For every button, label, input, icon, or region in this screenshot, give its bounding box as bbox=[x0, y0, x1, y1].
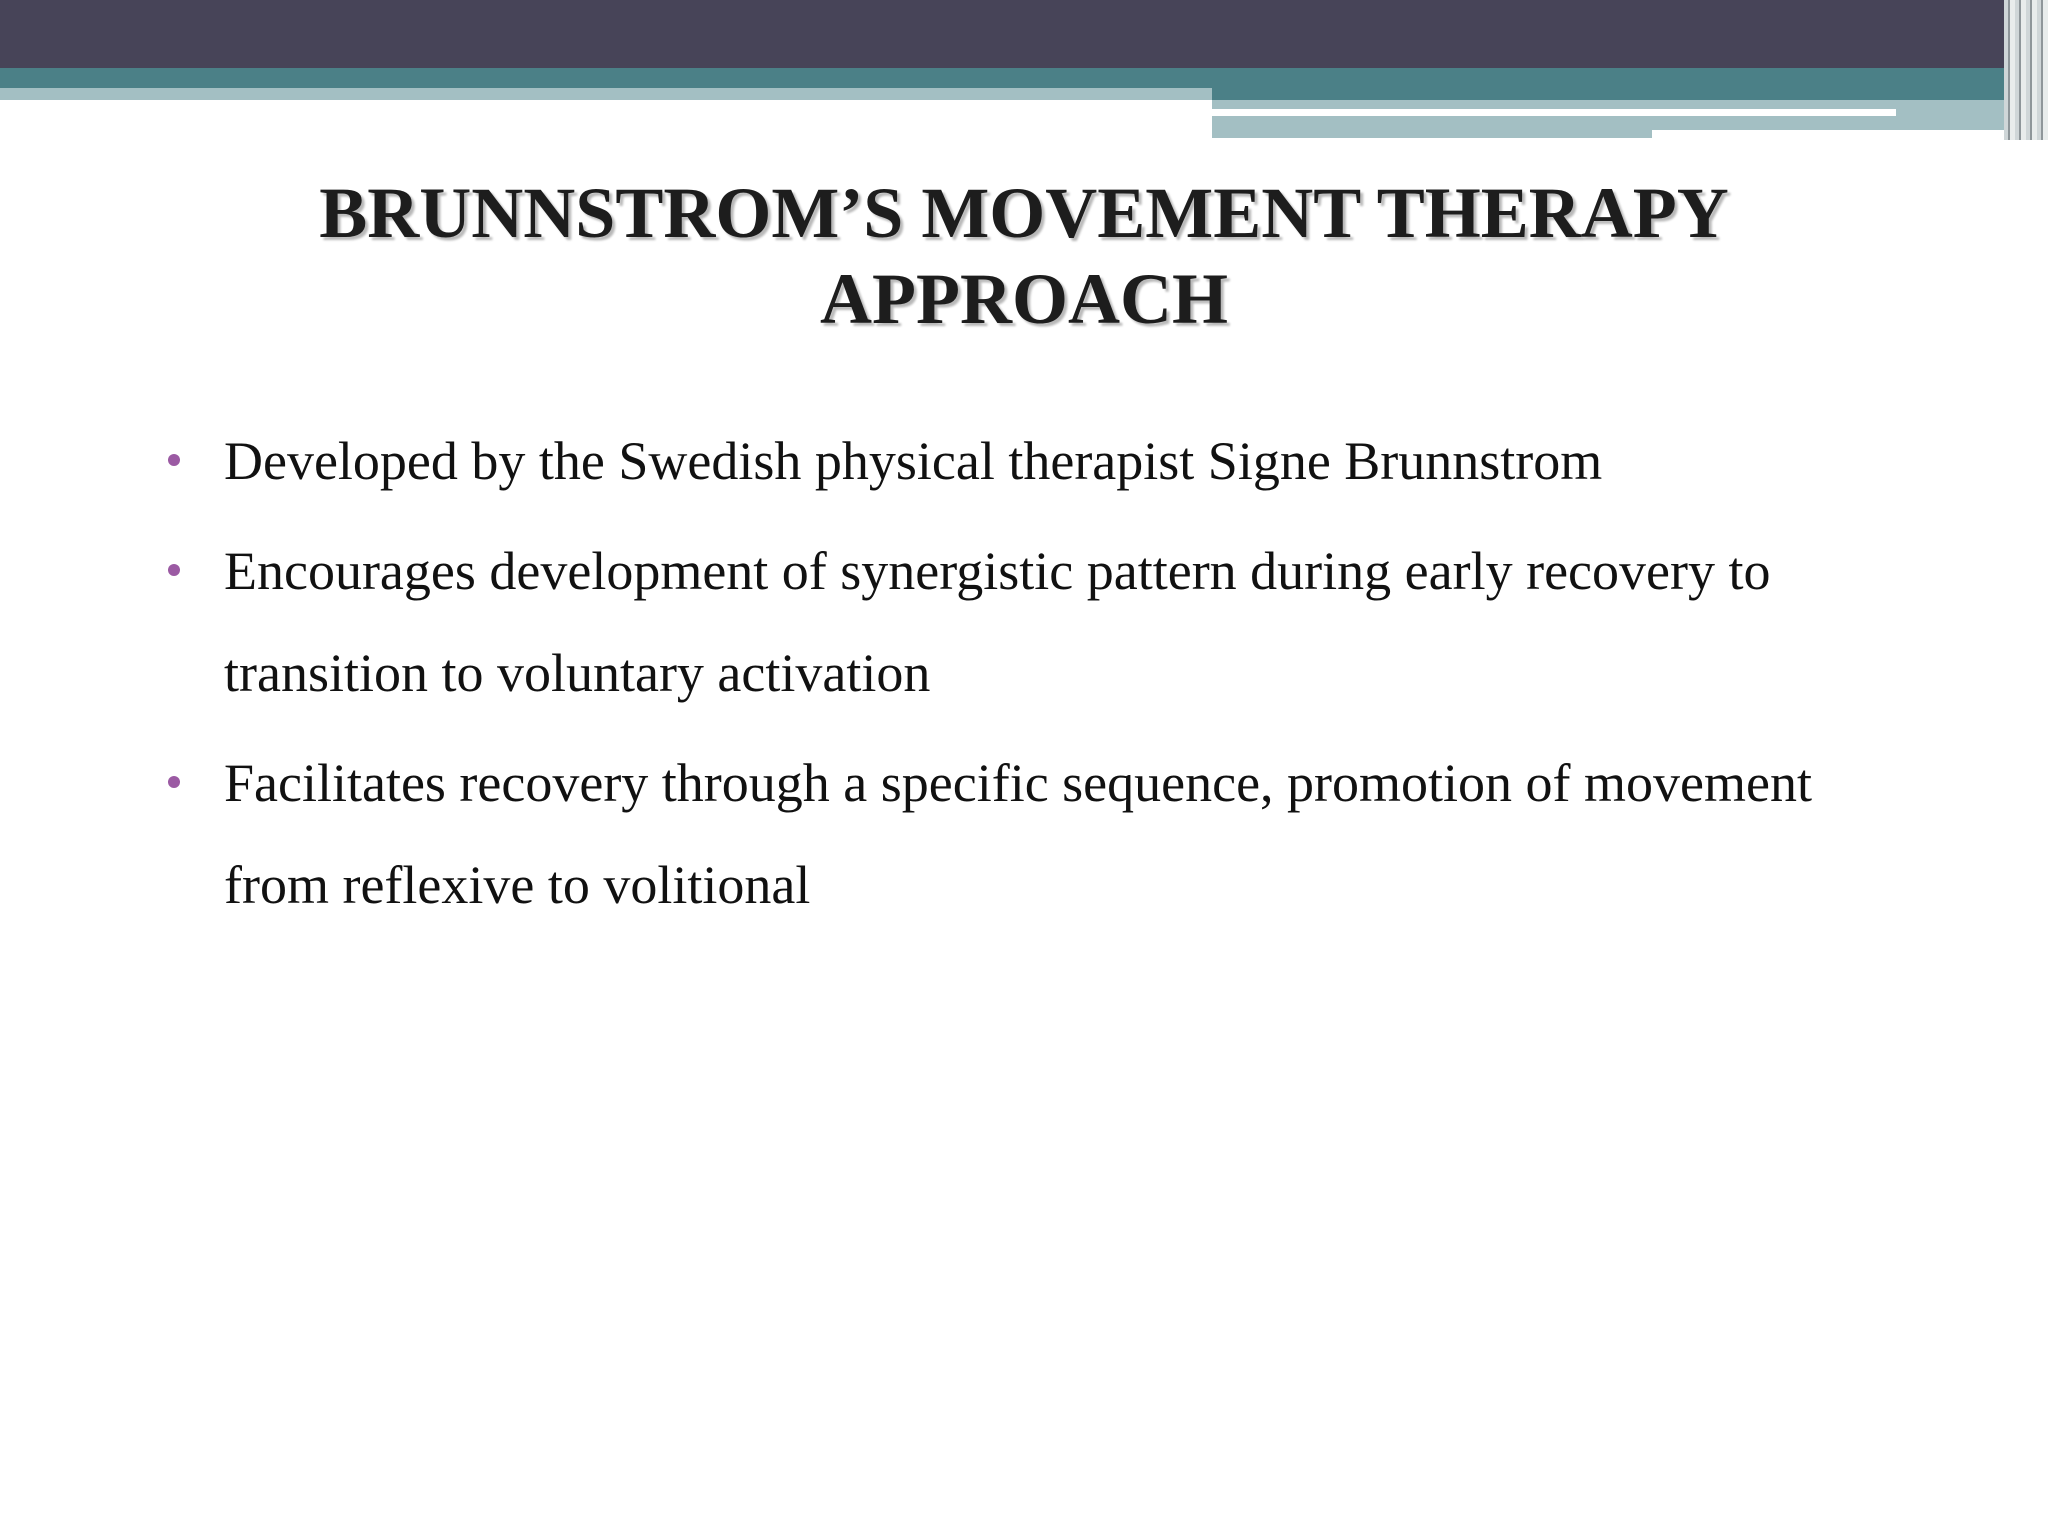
bullet-item bbox=[160, 410, 1880, 512]
bullet-text: Developed by the Swedish physical therapist Signe Brunnstrom bbox=[224, 431, 1603, 491]
bullet-item bbox=[160, 732, 1880, 936]
header-band-teal-left bbox=[0, 68, 1212, 88]
header-band-teal-right bbox=[1212, 68, 2012, 100]
header-band-dark bbox=[0, 0, 2048, 68]
header-white-line bbox=[1212, 109, 1896, 116]
slide-title bbox=[0, 170, 2048, 342]
header-edge-stripes bbox=[2004, 0, 2048, 140]
bullet-text: Facilitates recovery through a specific sequence, promotion of movement from reflexive to volitional bbox=[224, 753, 1812, 915]
bullet-text: Encourages development of synergistic pattern during early recovery to transition to voluntary activation bbox=[224, 541, 1771, 703]
header-band-step bbox=[1652, 130, 2012, 138]
bullet-dot-icon bbox=[168, 776, 180, 788]
slide-title-line-2: APPROACH bbox=[820, 259, 1228, 339]
slide-title-line-1: BRUNNSTROM’S MOVEMENT THERAPY bbox=[319, 173, 1729, 253]
header-band-light-left bbox=[0, 88, 1212, 100]
bullet-dot-icon bbox=[168, 564, 180, 576]
bullet-list bbox=[160, 410, 1880, 944]
bullet-item bbox=[160, 520, 1880, 724]
bullet-dot-icon bbox=[168, 454, 180, 466]
